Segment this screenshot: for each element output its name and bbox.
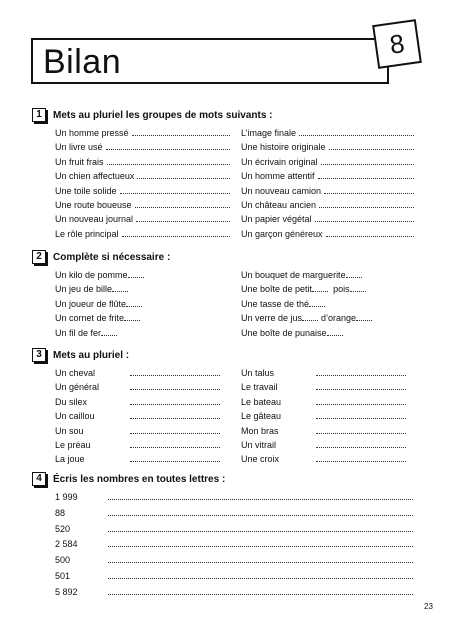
exercise-line: Un homme pressé bbox=[55, 126, 230, 140]
exercise-line: 1 999 bbox=[55, 490, 413, 506]
answer-blank[interactable] bbox=[316, 410, 406, 419]
answer-blank[interactable] bbox=[356, 312, 372, 321]
exercise-line: Un chien affectueux bbox=[55, 169, 230, 183]
exercise-line: Une boîte de punaise bbox=[241, 326, 416, 340]
exercise-line: Un fil de fer bbox=[55, 326, 230, 340]
exercise-line: Un homme attentif bbox=[241, 169, 414, 183]
answer-blank[interactable] bbox=[130, 381, 220, 390]
exercise-line: Un cornet de frite bbox=[55, 311, 230, 325]
exercise-line: Un livre usé bbox=[55, 140, 230, 154]
answer-blank[interactable] bbox=[130, 410, 220, 419]
answer-blank[interactable] bbox=[122, 228, 230, 237]
title-box bbox=[31, 38, 389, 84]
answer-blank[interactable] bbox=[106, 141, 230, 150]
exercise-line: 88 bbox=[55, 506, 413, 522]
section-3-left-column bbox=[55, 366, 220, 467]
exercise-line: 2 584 bbox=[55, 537, 413, 553]
answer-blank[interactable] bbox=[126, 298, 142, 307]
answer-blank[interactable] bbox=[128, 269, 144, 278]
exercise-line: Un papier végétal bbox=[241, 212, 414, 226]
exercise-line: Un kilo de pomme bbox=[55, 268, 230, 282]
section-2-number: 2 bbox=[32, 250, 46, 264]
answer-blank[interactable] bbox=[316, 367, 406, 376]
section-4-list bbox=[55, 490, 413, 601]
answer-blank[interactable] bbox=[107, 156, 230, 165]
answer-blank[interactable] bbox=[137, 170, 230, 179]
answer-blank[interactable] bbox=[321, 156, 414, 165]
answer-blank[interactable] bbox=[101, 327, 117, 336]
answer-blank[interactable] bbox=[316, 453, 406, 462]
answer-blank[interactable] bbox=[108, 538, 413, 547]
section-4-title: Écris les nombres en toutes lettres : bbox=[53, 473, 226, 485]
section-2-left-column bbox=[55, 268, 230, 340]
exercise-line: Une croix bbox=[241, 452, 406, 466]
exercise-line: Un garçon généreux bbox=[241, 227, 414, 241]
section-1-number: 1 bbox=[32, 108, 46, 122]
answer-blank[interactable] bbox=[108, 570, 413, 579]
chapter-badge bbox=[372, 19, 422, 69]
exercise-line: Un nouveau camion bbox=[241, 184, 414, 198]
section-4-heading bbox=[32, 472, 225, 486]
exercise-line: Une boîte de petit pois bbox=[241, 282, 416, 296]
answer-blank[interactable] bbox=[130, 425, 220, 434]
answer-blank[interactable] bbox=[130, 453, 220, 462]
exercise-line: Un caillou bbox=[55, 409, 220, 423]
answer-blank[interactable] bbox=[319, 199, 414, 208]
section-4-number: 4 bbox=[32, 472, 46, 486]
answer-blank[interactable] bbox=[324, 185, 414, 194]
exercise-line: La joue bbox=[55, 452, 220, 466]
answer-blank[interactable] bbox=[327, 327, 343, 336]
answer-blank[interactable] bbox=[318, 170, 414, 179]
answer-blank[interactable] bbox=[299, 127, 414, 136]
answer-blank[interactable] bbox=[350, 283, 366, 292]
exercise-line: Un joueur de flûte bbox=[55, 297, 230, 311]
exercise-line: 500 bbox=[55, 553, 413, 569]
exercise-line: Une route boueuse bbox=[55, 198, 230, 212]
exercise-line: Un cheval bbox=[55, 366, 220, 380]
section-2-title: Complète si nécessaire : bbox=[53, 251, 171, 263]
page-title: Bilan bbox=[43, 43, 122, 81]
exercise-line: Le préau bbox=[55, 438, 220, 452]
exercise-line: 520 bbox=[55, 522, 413, 538]
exercise-line: Le gâteau bbox=[241, 409, 406, 423]
exercise-line: L’image finale bbox=[241, 126, 414, 140]
exercise-line: Un bouquet de marguerite bbox=[241, 268, 416, 282]
section-2-right-column bbox=[241, 268, 416, 340]
answer-blank[interactable] bbox=[108, 586, 413, 595]
answer-blank[interactable] bbox=[120, 185, 230, 194]
chapter-number: 8 bbox=[387, 28, 407, 60]
answer-blank[interactable] bbox=[136, 213, 230, 222]
exercise-line: Un vitrail bbox=[241, 438, 406, 452]
answer-blank[interactable] bbox=[346, 269, 362, 278]
answer-blank[interactable] bbox=[315, 213, 414, 222]
exercise-line: Un écrivain original bbox=[241, 155, 414, 169]
exercise-line: Un talus bbox=[241, 366, 406, 380]
exercise-line: Une toile solide bbox=[55, 184, 230, 198]
exercise-line: 5 892 bbox=[55, 585, 413, 601]
exercise-line: 501 bbox=[55, 569, 413, 585]
answer-blank[interactable] bbox=[316, 425, 406, 434]
exercise-line: Un nouveau journal bbox=[55, 212, 230, 226]
answer-blank[interactable] bbox=[135, 199, 230, 208]
section-3-title: Mets au pluriel : bbox=[53, 349, 130, 361]
answer-blank[interactable] bbox=[316, 396, 406, 405]
answer-blank[interactable] bbox=[326, 228, 414, 237]
section-1-right-column bbox=[241, 126, 414, 241]
answer-blank[interactable] bbox=[130, 367, 220, 376]
section-3-heading bbox=[32, 348, 129, 362]
answer-blank[interactable] bbox=[316, 381, 406, 390]
section-1-heading bbox=[32, 108, 273, 122]
exercise-line: Un général bbox=[55, 380, 220, 394]
page-number: 23 bbox=[424, 602, 433, 611]
answer-blank[interactable] bbox=[302, 312, 318, 321]
exercise-line: Un verre de jus d’orange bbox=[241, 311, 416, 325]
section-1-title: Mets au pluriel les groupes de mots suivants : bbox=[53, 109, 273, 121]
exercise-line: Du silex bbox=[55, 395, 220, 409]
exercise-line: Une tasse de thé bbox=[241, 297, 416, 311]
answer-blank[interactable] bbox=[130, 439, 220, 448]
exercise-line: Une histoire originale bbox=[241, 140, 414, 154]
exercise-line: Le rôle principal bbox=[55, 227, 230, 241]
section-3-number: 3 bbox=[32, 348, 46, 362]
section-3-right-column bbox=[241, 366, 406, 467]
answer-blank[interactable] bbox=[329, 141, 414, 150]
exercise-line: Un château ancien bbox=[241, 198, 414, 212]
exercise-line: Un sou bbox=[55, 424, 220, 438]
section-1-left-column bbox=[55, 126, 230, 241]
answer-blank[interactable] bbox=[112, 283, 128, 292]
answer-blank[interactable] bbox=[108, 491, 413, 500]
answer-blank[interactable] bbox=[108, 554, 413, 563]
answer-blank[interactable] bbox=[309, 298, 325, 307]
exercise-line: Mon bras bbox=[241, 424, 406, 438]
section-2-heading bbox=[32, 250, 170, 264]
answer-blank[interactable] bbox=[108, 507, 413, 516]
exercise-line: Un jeu de bille bbox=[55, 282, 230, 296]
answer-blank[interactable] bbox=[132, 127, 230, 136]
exercise-line: Le travail bbox=[241, 380, 406, 394]
answer-blank[interactable] bbox=[316, 439, 406, 448]
answer-blank[interactable] bbox=[124, 312, 140, 321]
answer-blank[interactable] bbox=[312, 283, 328, 292]
answer-blank[interactable] bbox=[130, 396, 220, 405]
answer-blank[interactable] bbox=[108, 523, 413, 532]
exercise-line: Le bateau bbox=[241, 395, 406, 409]
exercise-line: Un fruit frais bbox=[55, 155, 230, 169]
